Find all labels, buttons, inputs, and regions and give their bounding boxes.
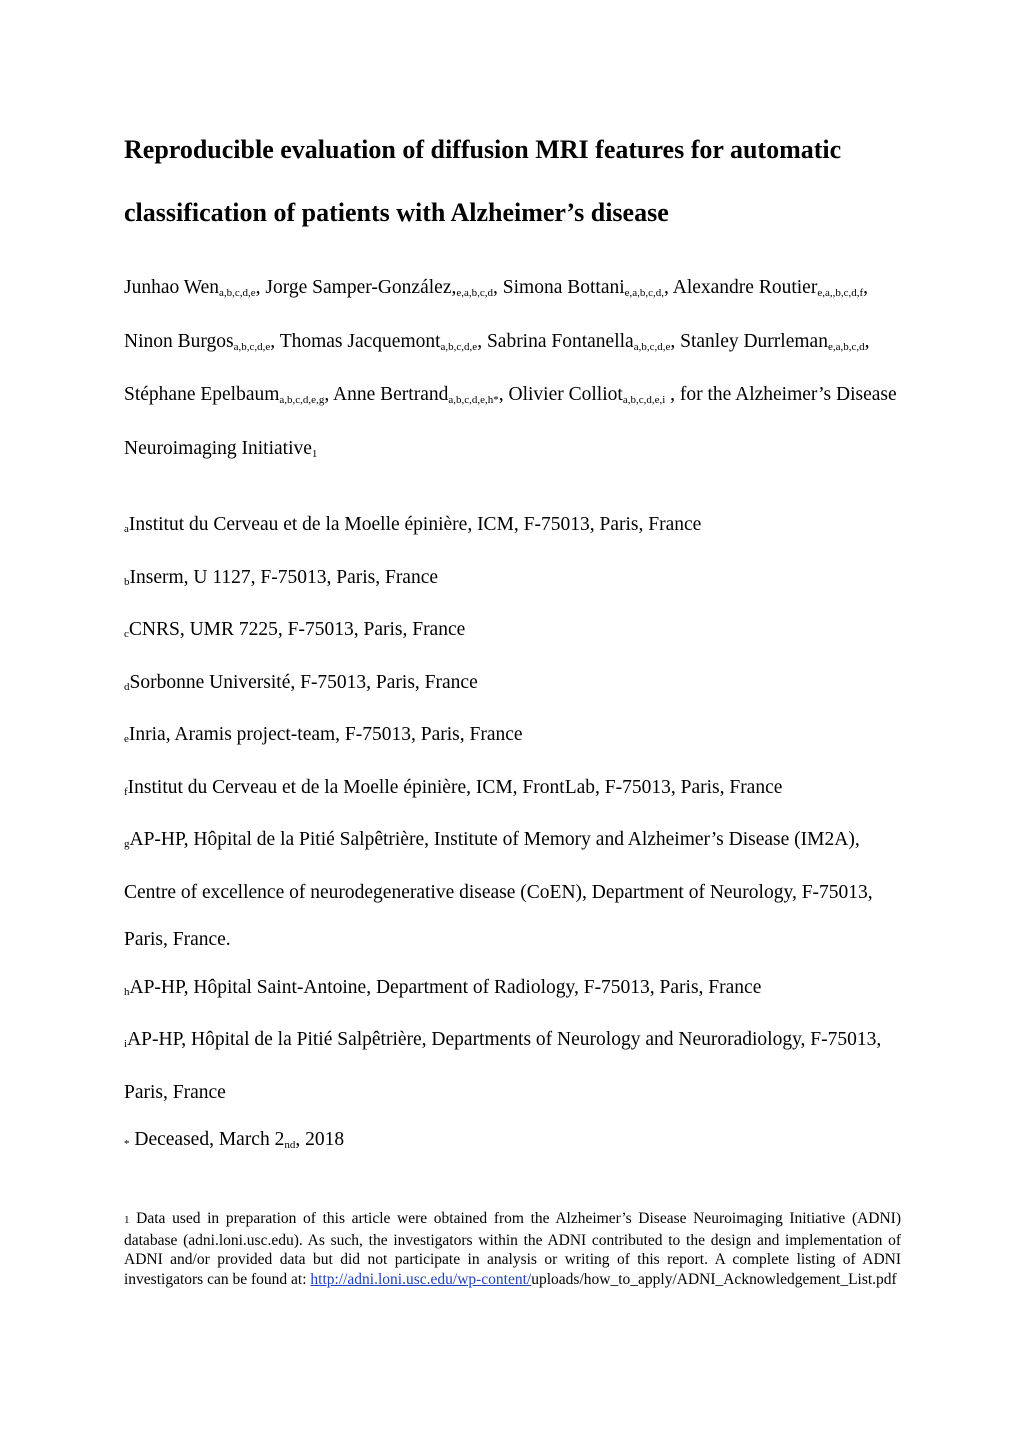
affiliation-list [124, 501, 914, 1170]
author: Anne Bertrand$_{a,b,c,d,e,h*}$, [333, 384, 509, 406]
affiliation-item: fInstitut du Cerveau et de la Moelle épinière, ICM, FrontLab, F-75013, Paris, France [124, 776, 783, 798]
affiliation-item: cCNRS, UMR 7225, F-75013, Paris, France [124, 619, 466, 640]
affiliation-item: eInria, Aramis project-team, F-75013, Paris, France [124, 724, 523, 745]
affiliation-item: bInserm, U 1127, F-75013, Paris, France [124, 566, 439, 588]
footnote-text: Data used in preparation of this article were obtained from the Alzheimer’s Disease Neuroimaging Initiative (ADNI) database (adni.loni.usc.edu). As such, the investigators within the ADNI contributed to the design and implementation of ADNI and/or provided data but did not participate in analysis or writing of this report. A complete listing of ADNI investigators can be found at: [124, 1210, 902, 1288]
title-line-2: classification of patients with Alzheimer’s disease [124, 198, 669, 227]
author: Sabrina Fontanella$_{a,b,c,d,e}$, [486, 330, 681, 353]
deceased-note: * Deceased, March $2_{nd}$, 2018 [124, 1129, 345, 1151]
adni-acknowledgement-link[interactable]: http://adni.loni.usc.edu/wp-content/ [310, 1270, 532, 1288]
affiliation-item: dSorbonne Université, F-75013, Paris, France [124, 671, 478, 693]
author-list [124, 264, 904, 478]
affiliation-item: aInstitut du Cerveau et de la Moelle épinière, ICM, F-75013, Paris, France [124, 514, 702, 535]
title-line-1: Reproducible evaluation of diffusion MRI features for automatic [124, 135, 842, 164]
footnote-link-continuation: uploads/how_to_apply/ADNI_Acknowledgement_List.pdf [531, 1270, 897, 1288]
affiliation-item: gAP-HP, Hôpital de la Pitié Salpêtrière, Institute of Memory and Alzheimer’s Disease (IM2A), Centre of excellence of neurodegenerative disease (CoEN), Department of Neurology, F-75013, Paris, France. [124, 829, 873, 950]
author: Junhao Wen$_{a,b,c,d,e}$, [124, 277, 266, 299]
consortium-group: for the Alzheimer’s Disease Neuroimaging Initiative$_1$ [124, 384, 897, 460]
author: Olivier Colliot$_{a,b,c,d,e,i}$ , [508, 384, 680, 406]
author: Stéphane Epelbaum$_{a,b,c,d,e,g}$, [124, 384, 334, 406]
affiliation-item: hAP-HP, Hôpital Saint-Antoine, Department of Radiology, F-75013, Paris, France [124, 976, 762, 998]
footnote-mark: 1 [124, 1214, 130, 1226]
author: Jorge Samper-$González,_{e,a,b,c,d}$, [265, 277, 503, 299]
author: Alexandre Routier$_{e,a,,b,c,d,f}$, [672, 277, 868, 299]
affiliation-item: iAP-HP, Hôpital de la Pitié Salpêtrière, Departments of Neurology and Neuroradiology, F-75013, Paris, France [124, 1029, 882, 1103]
author: Ninon Burgos$_{a,b,c,d,e}$, [124, 330, 280, 353]
footnote [124, 1209, 901, 1289]
author: Simona Bottani$_{e,a,b,c,d,}$, [502, 277, 673, 299]
author: Thomas Jacquemont$_{a,b,c,d,e}$, [279, 330, 487, 353]
paper-title [124, 118, 914, 244]
author: Stanley Durrleman$_{e,a,b,c,d}$, [680, 330, 870, 353]
footnote-ref: 1 [311, 447, 318, 460]
